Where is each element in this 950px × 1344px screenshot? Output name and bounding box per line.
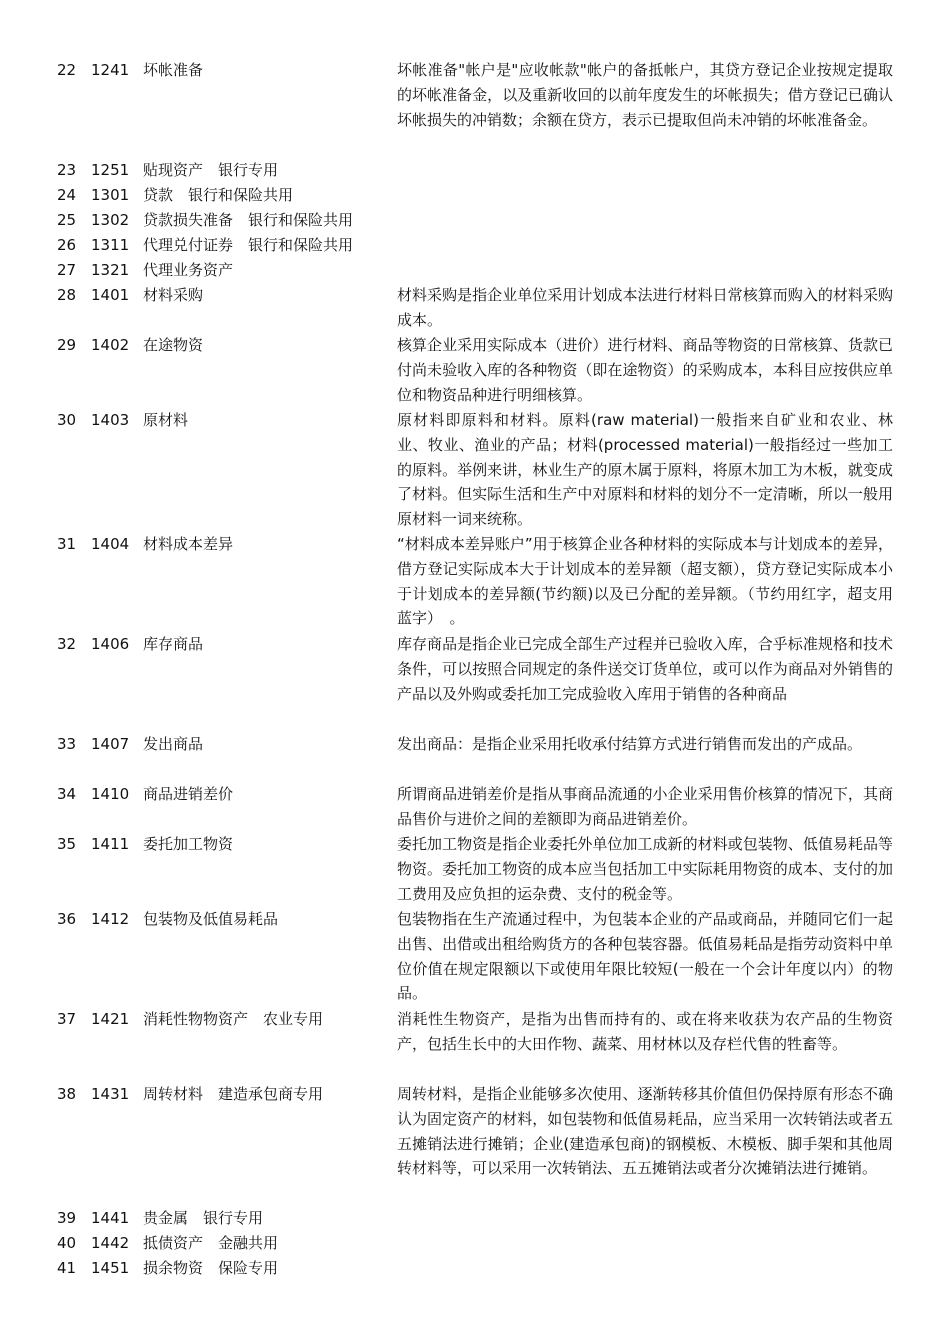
row-number: 33 [57,735,77,753]
account-name: 贷款 银行和保险共用 [143,186,294,204]
account-description: 包装物指在生产流通过程中，为包装本企业的产品或商品，并随同它们一起出售、出借或出租给购货方的各种包装容器。低值易耗品是指劳动资料中单位价值在规定限额以下或使用年限比较短(一般在一个会计年度以内）的物品。 [397,910,893,1003]
account-code: 1407 [91,735,130,753]
account-description: 原材料即原料和材料。原料(raw material)一般指来自矿业和农业、林业、牧业、渔业的产品；材料(processed material)一般指经过一些加工的原料。举例来讲，林业生产的原木属于原料，将原木加工为木板，就变成了材料。但实际生活和生产中对原料和材料的划分不一定清晰，所以一般用原材料一词来统称。 [397,411,893,529]
table-row [0,333,950,408]
table-row [0,158,950,183]
account-code: 1301 [91,186,130,204]
row-number: 27 [57,261,77,279]
account-code: 1241 [91,61,130,79]
account-name: 库存商品 [143,635,204,653]
row-number: 34 [57,785,77,803]
account-name: 包装物及低值易耗品 [143,910,279,928]
table-row [0,283,950,333]
row-number: 22 [57,61,77,79]
table-row [0,1082,950,1206]
account-code: 1403 [91,411,130,429]
account-name: 在途物资 [143,336,204,354]
table-row [0,907,950,1007]
account-code: 1321 [91,261,130,279]
row-number: 24 [57,186,77,204]
account-code: 1406 [91,635,130,653]
row-number: 40 [57,1234,77,1252]
account-code: 1311 [91,236,130,254]
account-name: 商品进销差价 [143,785,234,803]
account-code: 1410 [91,785,130,803]
account-description: 核算企业采用实际成本（进价）进行材料、商品等物资的日常核算、货款已付尚未验收入库的各种物资（即在途物资）的采购成本，本科目应按供应单位和物资品种进行明细核算。 [397,336,893,404]
table-row [0,258,950,283]
account-code: 1441 [91,1209,130,1227]
row-number: 32 [57,635,77,653]
account-description: 坏帐准备"帐户是"应收帐款"帐户的备抵帐户，其贷方登记企业按规定提取的坏帐准备金，以及重新收回的以前年度发生的坏帐损失；借方登记已确认坏帐损失的冲销数；余额在贷方，表示已提取但尚未冲销的坏帐准备金。 [397,61,893,129]
row-number: 29 [57,336,77,354]
table-row [0,233,950,258]
account-name: 原材料 [143,411,189,429]
account-name: 代理业务资产 [143,261,234,279]
table-row [0,1007,950,1082]
row-number: 39 [57,1209,77,1227]
row-number: 30 [57,411,77,429]
table-row [0,58,950,158]
table-row [0,1231,950,1256]
row-number: 25 [57,211,77,229]
table-row [0,782,950,832]
account-description: 周转材料，是指企业能够多次使用、逐渐转移其价值但仍保持原有形态不确认为固定资产的材料，如包装物和低值易耗品，应当采用一次转销法或者五五摊销法进行摊销；企业(建造承包商)的钢模板、木模板、脚手架和其他周转材料等，可以采用一次转销法、五五摊销法或者分次摊销法进行摊销。 [397,1085,893,1178]
row-number: 36 [57,910,77,928]
table-row [0,1256,950,1281]
account-table [0,58,950,1281]
account-code: 1401 [91,286,130,304]
account-name: 委托加工物资 [143,835,234,853]
account-name: 材料成本差异 [143,535,234,553]
account-name: 损余物资 保险专用 [143,1259,279,1277]
table-row [0,1206,950,1231]
account-name: 贴现资产 银行专用 [143,161,279,179]
account-description: 消耗性生物资产，是指为出售而持有的、或在将来收获为农产品的生物资产，包括生长中的大田作物、蔬菜、用材林以及存栏代售的牲畜等。 [397,1010,893,1053]
account-description: 库存商品是指企业已完成全部生产过程并已验收入库，合乎标准规格和技术条件，可以按照合同规定的条件送交订货单位，或可以作为商品对外销售的产品以及外购或委托加工完成验收入库用于销售的各种商品 [397,635,893,703]
row-number: 37 [57,1010,77,1028]
account-code: 1251 [91,161,130,179]
account-code: 1412 [91,910,130,928]
table-row [0,208,950,233]
account-code: 1411 [91,835,130,853]
account-description: 发出商品：是指企业采用托收承付结算方式进行销售而发出的产成品。 [397,735,863,753]
row-number: 41 [57,1259,77,1277]
account-description: 材料采购是指企业单位采用计划成本法进行材料日常核算而购入的材料采购成本。 [397,286,893,329]
table-row [0,832,950,907]
account-description: “材料成本差异账户”用于核算企业各种材料的实际成本与计划成本的差异，借方登记实际成本大于计划成本的差异额（超支额），贷方登记实际成本小于计划成本的差异额(节约额)以及已分配的差异额。（节约用红字，超支用蓝字） 。 [397,535,893,628]
account-name: 抵债资产 金融共用 [143,1234,279,1252]
table-row [0,408,950,532]
row-number: 28 [57,286,77,304]
table-row [0,183,950,208]
account-description: 所谓商品进销差价是指从事商品流通的小企业采用售价核算的情况下，其商品售价与进价之间的差额即为商品进销差价。 [397,785,893,828]
row-number: 38 [57,1085,77,1103]
table-row [0,632,950,732]
row-number: 23 [57,161,77,179]
account-name: 发出商品 [143,735,204,753]
row-number: 35 [57,835,77,853]
account-code: 1404 [91,535,130,553]
account-name: 贵金属 银行专用 [143,1209,264,1227]
account-code: 1431 [91,1085,130,1103]
account-name: 消耗性物物资产 农业专用 [143,1010,324,1028]
account-code: 1442 [91,1234,130,1252]
account-name: 贷款损失准备 银行和保险共用 [143,211,354,229]
row-number: 26 [57,236,77,254]
row-number: 31 [57,535,77,553]
account-name: 材料采购 [143,286,204,304]
account-code: 1302 [91,211,130,229]
table-row [0,732,950,782]
account-name: 代理兑付证券 银行和保险共用 [143,236,354,254]
account-code: 1451 [91,1259,130,1277]
table-row [0,532,950,632]
account-description: 委托加工物资是指企业委托外单位加工成新的材料或包装物、低值易耗品等 物资。委托加工物资的成本应当包括加工中实际耗用物资的成本、支付的加工费用及应负担的运杂费、支付的税金等。 [397,835,893,903]
account-name: 坏帐准备 [143,61,204,79]
account-code: 1421 [91,1010,130,1028]
account-name: 周转材料 建造承包商专用 [143,1085,324,1103]
account-code: 1402 [91,336,130,354]
